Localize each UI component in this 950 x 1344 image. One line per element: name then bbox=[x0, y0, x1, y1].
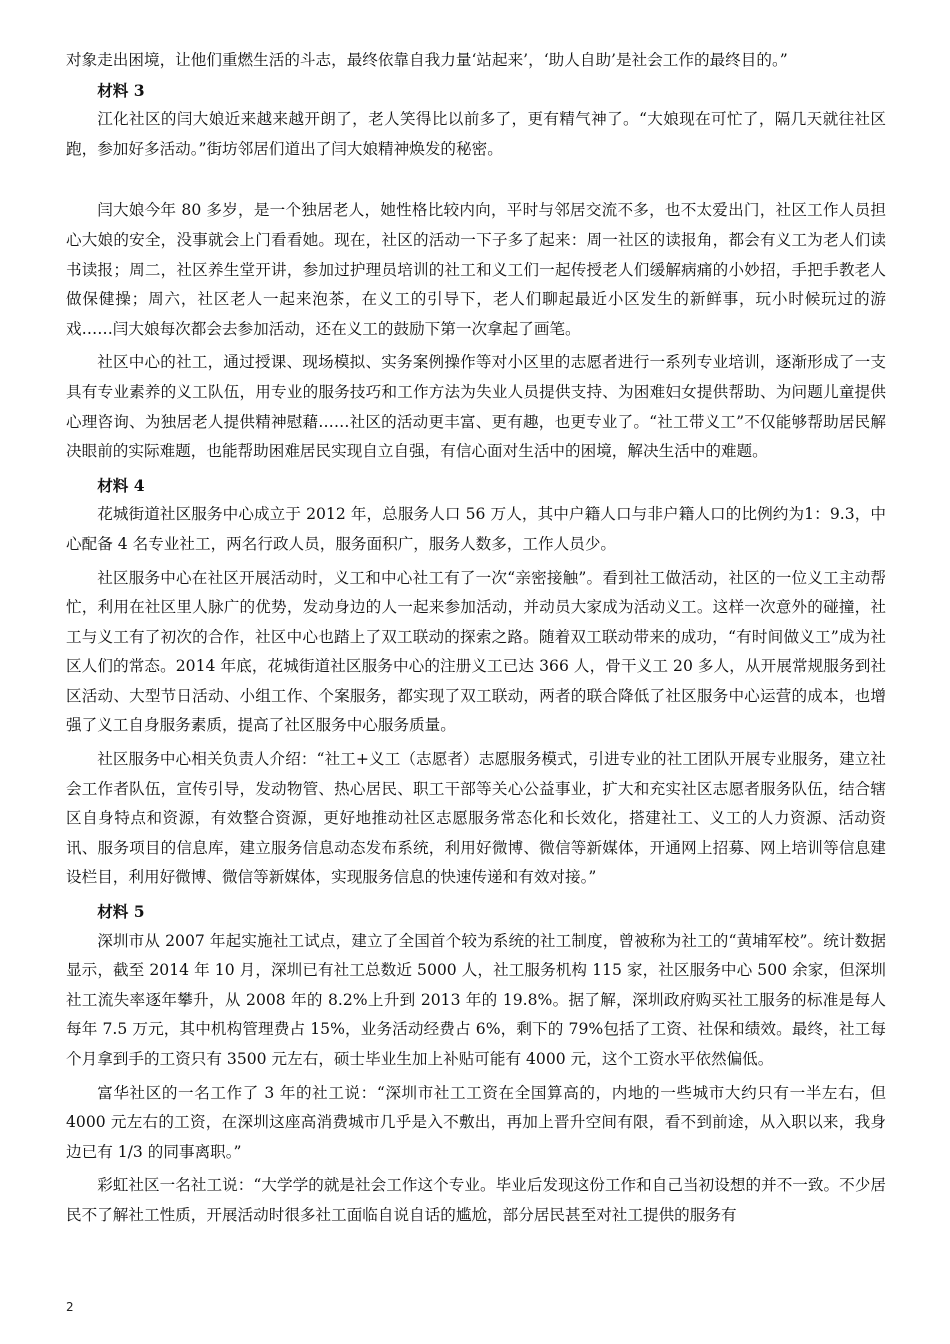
paragraph-material-3-intro: 江化社区的闫大娘近来越来越开朗了，老人笑得比以前多了，更有精气神了。“大娘现在可忙了，隔几天就往社区跑，参加好多活动。”街坊邻居们道出了闫大娘精神焕发的秘密。 bbox=[66, 110, 886, 158]
paragraph-responsible-person: 社区服务中心相关负责人介绍：“社工+义工（志愿者）志愿服务模式，引进专业的社工团队开展专业服务，建立社会工作者队伍，宣传引导，发动物管、热心居民、职工干部等关心公益事业，扩大和充实社区志愿者服务队伍，结合辖区自身特点和资源，有效整合资源，更好地推动社区志愿服务常态化和长效化，搭建社工、义工的人力资源、活动资讯、服务项目的信息库，建立服务信息动态发布系统，利用好微博、微信等新媒体，开通网上招募、网上培训等信息建设栏目，利用好微博、微信等新媒体，实现服务信息的快速传递和有效对接。” bbox=[66, 750, 886, 887]
heading-material-5: 材料 5 bbox=[97, 902, 145, 922]
paragraph-fuhua: 富华社区的一名工作了 3 年的社工说：“深圳市社工工资在全国算高的，内地的一些城市大约只有一半左右，但 4000 元左右的工资，在深圳这座高消费城市几乎是入不敷出，再加上晋升空间有限，看不到前途，从入职以来，我身边已有 1/3 的同事离职。” bbox=[66, 1083, 886, 1161]
paragraph-dual-linkage: 社区服务中心在社区开展活动时，义工和中心社工有了一次“亲密接触”。看到社工做活动，社区的一位义工主动帮忙，利用在社区里人脉广的优势，发动身边的人一起来参加活动，并动员大家成为活动义工。这样一次意外的碰撞，社工与义工有了初次的合作，社区中心也踏上了双工联动的探索之路。随着双工联动带来的成功，“有时间做义工”成为社区人们的常态。2014 年底，花城街道社区服务中心的注册义工已达 366 人，骨干义工 20 多人，从开展常规服务到社区活动、大型节日活动、小组工作、个案服务，都实现了双工联动，两者的联合降低了社区服务中心运营的成本，也增强了义工自身服务素质，提高了社区服务中心服务质量。 bbox=[66, 568, 886, 735]
page-number: 2 bbox=[66, 1300, 74, 1314]
heading-material-3: 材料 3 bbox=[97, 80, 145, 100]
blank-gap bbox=[66, 164, 886, 196]
paragraph-yan-daniang: 闫大娘今年 80 多岁，是一个独居老人，她性格比较内向，平时与邻居交流不多，也不太爱出门，社区工作人员担心大娘的安全，没事就会上门看看她。现在，社区的活动一下子多了起来：周一社区的读报角，都会有义工为老人们读书读报；周二，社区养生堂开讲，参加过护理员培训的社工和义工们一起传授老人们缓解病痛的小妙招，手把手教老人做保健操；周六，社区老人一起来泡茶，在义工的引导下，老人们聊起最近小区发生的新鲜事，玩小时候玩过的游戏……闫大娘每次都会去参加活动，还在义工的鼓励下第一次拿起了画笔。 bbox=[66, 201, 886, 338]
paragraph-continuation: 对象走出困境，让他们重燃生活的斗志，最终依靠自我力量‘站起来’，‘助人自助’是社会工作的最终目的。” bbox=[66, 51, 788, 69]
paragraph-huacheng-center: 花城街道社区服务中心成立于 2012 年，总服务人口 56 万人，其中户籍人口与非户籍人口的比例约为1：9.3，中心配备 4 名专业社工，两名行政人员，服务面积广，服务人数多，工作人员少。 bbox=[66, 505, 886, 553]
heading-material-4: 材料 4 bbox=[97, 475, 145, 495]
document-page bbox=[66, 46, 886, 1231]
paragraph-caihong: 彩虹社区一名社工说：“大学学的就是社会工作这个专业。毕业后发现这份工作和自己当初设想的并不一致。不少居民不了解社工性质，开展活动时很多社工面临自说自话的尴尬，部分居民甚至对社工提供的服务有 bbox=[66, 1176, 886, 1224]
paragraph-social-workers: 社区中心的社工，通过授课、现场模拟、实务案例操作等对小区里的志愿者进行一系列专业培训，逐渐形成了一支具有专业素养的义工队伍，用专业的服务技巧和工作方法为失业人员提供支持、为困难妇女提供帮助、为问题儿童提供心理咨询、为独居老人提供精神慰藉……社区的活动更丰富、更有趣，也更专业了。“社工带义工”不仅能够帮助居民解决眼前的实际难题，也能帮助困难居民实现自立自强，有信心面对生活中的困境，解决生活中的难题。 bbox=[66, 353, 886, 461]
paragraph-shenzhen: 深圳市从 2007 年起实施社工试点，建立了全国首个较为系统的社工制度，曾被称为社工的“黄埔军校”。统计数据显示，截至 2014 年 10 月，深圳已有社工总数近 5000 人，社工服务机构 115 家，社区服务中心 500 余家，但深圳社工流失率逐年攀升，从 2008 年的 8.2%上升到 2013 年的 19.8%。据了解，深圳政府购买社工服务的标准是每人每年 7.5 万元，其中机构管理费占 15%，业务活动经费占 6%，剩下的 79%包括了工资、社保和绩效。最终，社工每个月拿到手的工资只有 3500 元左右，硕士毕业生加上补贴可能有 4000 元，这个工资水平依然偏低。 bbox=[66, 931, 886, 1068]
